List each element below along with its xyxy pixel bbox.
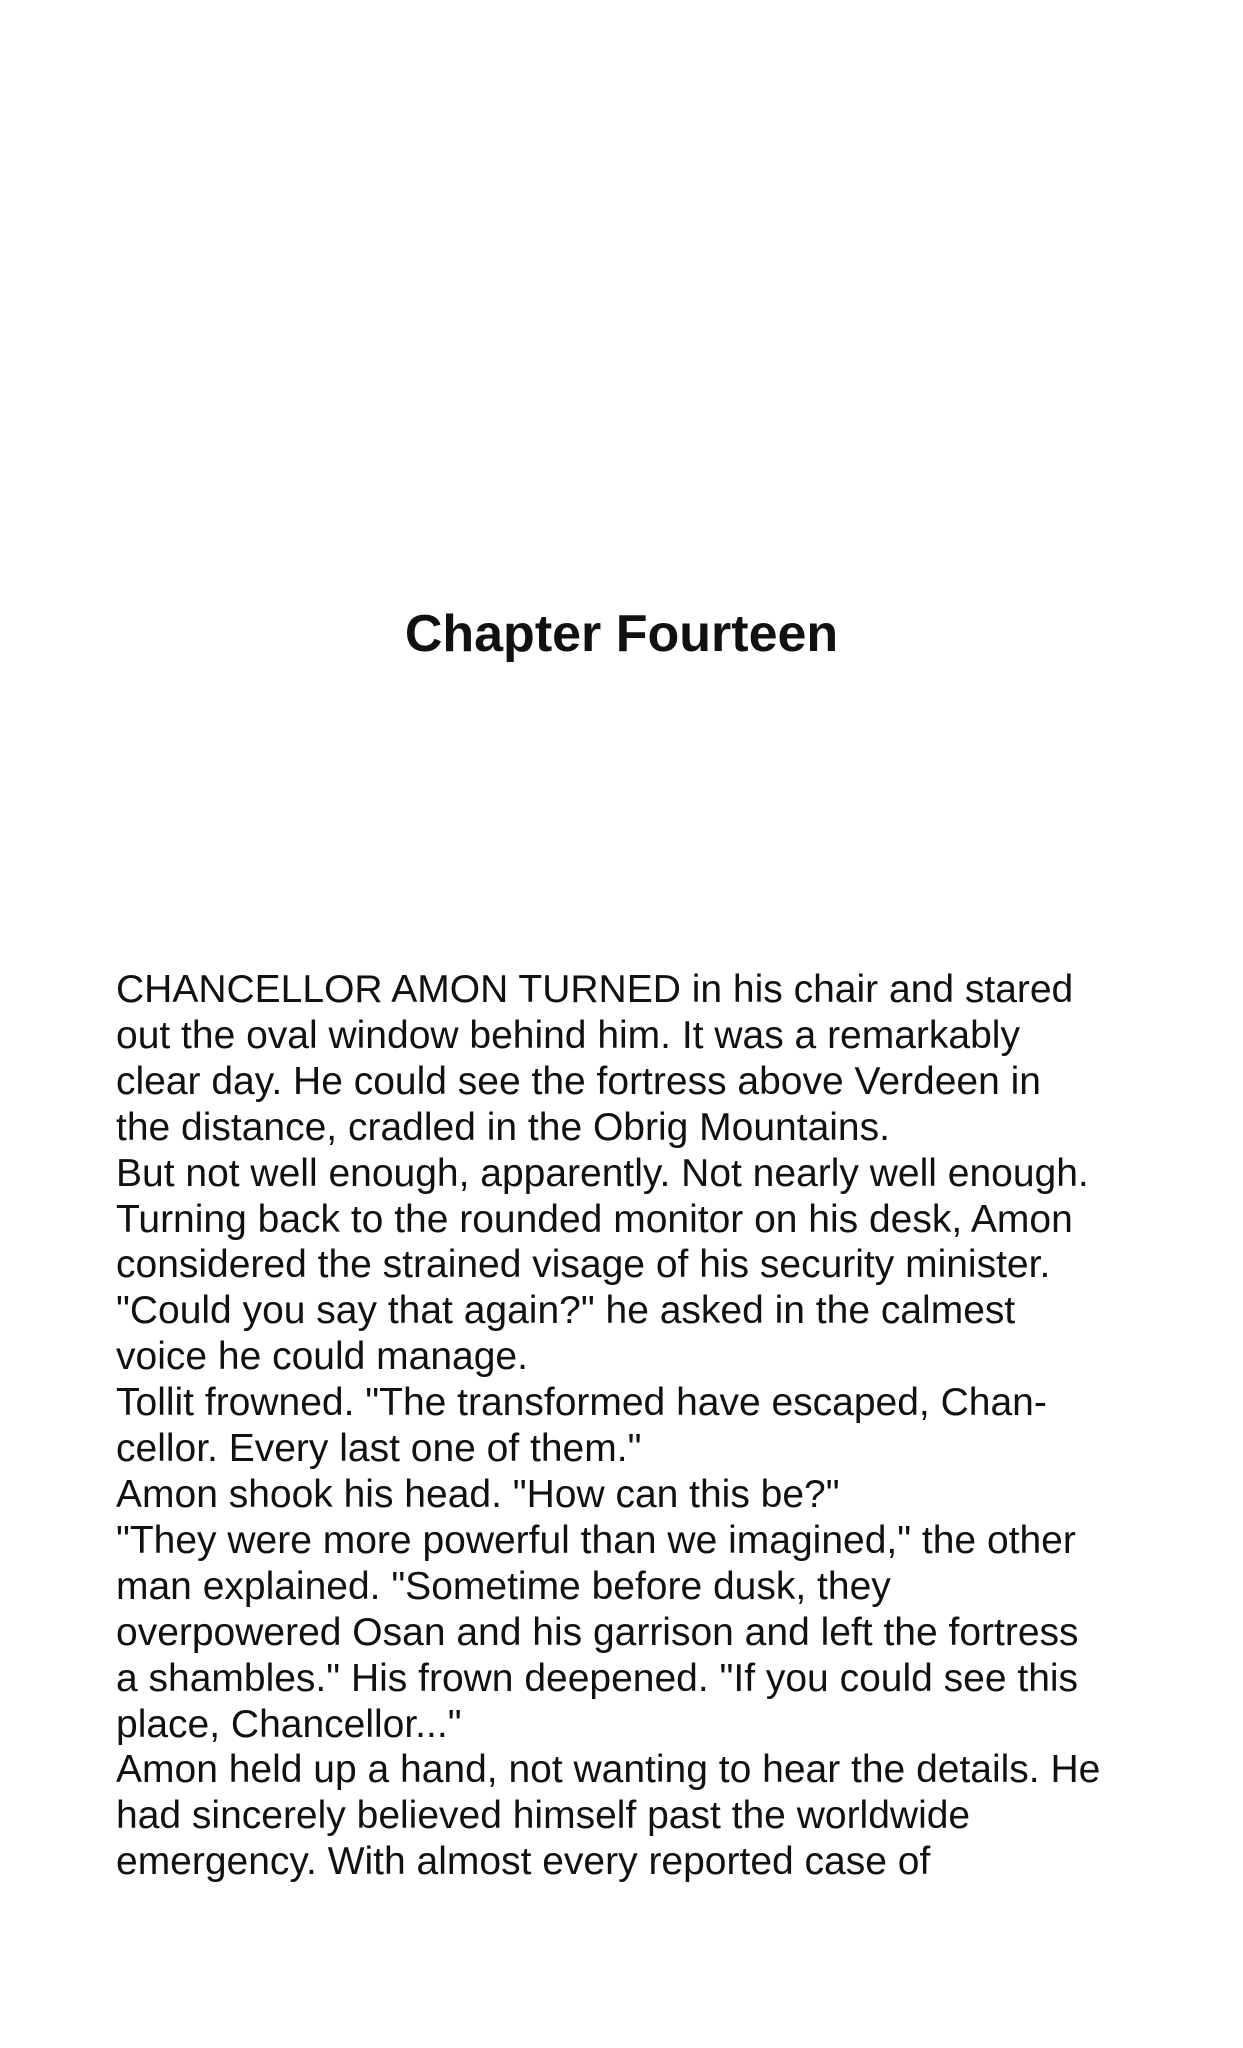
text-line: Tollit frowned. "The transformed have escaped, Chan- [116,1381,1047,1425]
text-line: cellor. Every last one of them." [116,1427,642,1471]
text-line: Amon held up a hand, not wanting to hear the details. He [116,1748,1101,1792]
text-line: But not well enough, apparently. Not nearly well enough. [116,1151,1089,1195]
text-line: considered the strained visage of his security minister. [116,1243,1051,1287]
chapter-body [116,967,1196,1885]
text-line: overpowered Osan and his garrison and left the fortress [116,1610,1079,1654]
text-line: CHANCELLOR AMON TURNED in his chair and stared [116,968,1074,1011]
text-line: "They were more powerful than we imagined," the other [116,1518,1076,1562]
chapter-title: Chapter Fourteen [404,605,839,663]
text-line: out the oval window behind him. It was a remarkably [116,1013,1020,1057]
text-line: Amon shook his head. "How can this be?" [116,1472,840,1516]
text-line: voice he could manage. [116,1335,528,1379]
text-line: clear day. He could see the fortress above Verdeen in [116,1059,1041,1103]
text-line: "Could you say that again?" he asked in the calmest [116,1289,1016,1333]
text-line: had sincerely believed himself past the worldwide [116,1794,971,1838]
text-line: man explained. "Sometime before dusk, they [116,1564,891,1608]
text-line: place, Chancellor..." [116,1702,462,1746]
text-line: a shambles." His frown deepened. "If you could see this [116,1656,1079,1700]
text-line: the distance, cradled in the Obrig Mountains. [116,1105,890,1149]
text-line: emergency. With almost every reported case of [116,1840,931,1884]
text-line: Turning back to the rounded monitor on his desk, Amon [116,1197,1073,1241]
